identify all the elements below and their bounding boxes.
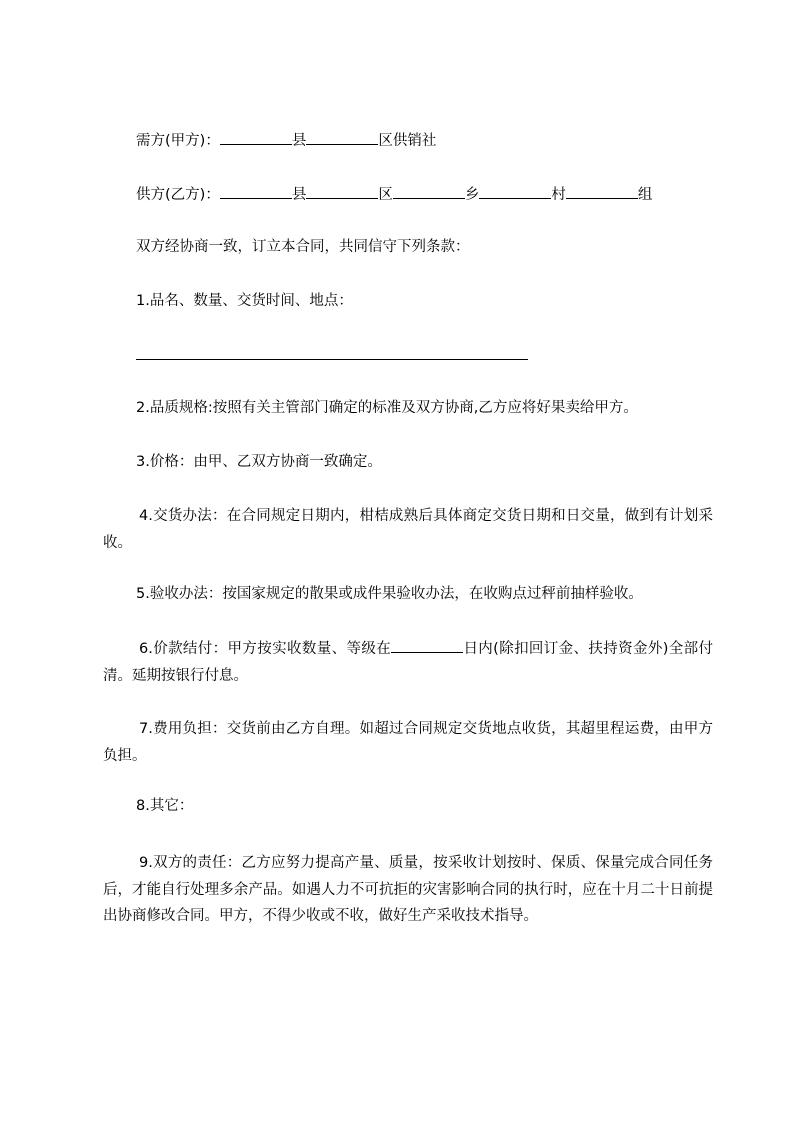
seller-group-blank <box>566 184 638 199</box>
clause-7-text: 7.费用负担：交货前由乙方自理。如超过合同规定交货地点收货，其超里程运费，由甲方负担。 <box>103 721 713 764</box>
seller-district: 区 <box>378 187 393 203</box>
clause-7 <box>103 716 713 769</box>
seller-township-blank <box>393 184 465 199</box>
clause-4-text: 4.交货办法：在合同规定日期内，柑桔成熟后具体商定交货日期和日交量，做到有计划采收。 <box>103 508 713 551</box>
intro-text: 双方经协商一致，订立本合同，共同信守下列条款： <box>136 239 470 255</box>
clause-6-text-b: 日内(除扣回订金、扶持资金外)全部付清。延期按银行付息。 <box>103 641 713 684</box>
clause-9 <box>103 850 713 930</box>
seller-county-blank <box>220 184 292 199</box>
clause-4 <box>103 503 713 556</box>
seller-label: 供方(乙方)： <box>136 187 220 203</box>
clause-3: 3.价格：由甲、乙双方协商一致确定。 <box>136 454 382 470</box>
clause-1: 1.品名、数量、交货时间、地点： <box>136 293 353 309</box>
buyer-label: 需方(甲方)： <box>136 133 220 149</box>
seller-district-blank <box>306 184 378 199</box>
clause-2: 2.品质规格:按照有关主管部门确定的标准及双方协商,乙方应将好果卖给甲方。 <box>136 400 638 416</box>
buyer-county: 县 <box>291 133 307 149</box>
buyer-county-blank <box>220 130 292 145</box>
seller-village-blank <box>479 184 551 199</box>
clause-6-text-a: 6.价款结付：甲方按实收数量、等级在 <box>139 641 392 657</box>
seller-line <box>136 184 652 205</box>
buyer-district: 区供销社 <box>378 133 437 149</box>
clause-1-fill-line <box>136 359 528 360</box>
buyer-district-blank <box>306 130 378 145</box>
seller-group: 组 <box>637 187 653 203</box>
clause-8: 8.其它： <box>136 798 194 814</box>
clause-9-text: 9.双方的责任：乙方应努力提高产量、质量，按采收计划按时、保质、保量完成合同任务后，才能自行处理多余产品。如遇人力不可抗拒的灾害影响合同的执行时，应在十月二十日前提出协商修改合同。甲方，不得少收或不收，做好生产采收技术指导。 <box>103 855 713 924</box>
buyer-line <box>136 130 436 151</box>
seller-village: 村 <box>551 187 566 203</box>
clause-6 <box>103 636 713 689</box>
seller-county: 县 <box>291 187 307 203</box>
clause-6-days-blank <box>391 638 463 653</box>
seller-township: 乡 <box>464 187 480 203</box>
clause-5: 5.验收办法：按国家规定的散果或成件果验收办法，在收购点过秤前抽样验收。 <box>136 586 643 602</box>
